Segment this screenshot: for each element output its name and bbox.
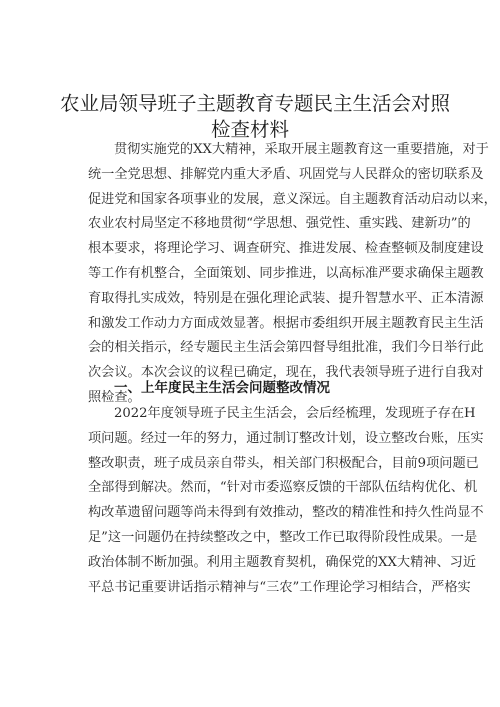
paragraph-line: 平总书记重要讲话指示精神与“三农”工作理论学习相结合，严格实 bbox=[88, 579, 471, 595]
rectification-paragraph bbox=[88, 402, 484, 600]
paragraph-line: 整改职责，班子成员亲自带头，相关部门积极配合，目前9项问题已 bbox=[88, 455, 479, 471]
paragraph-line: 根本要求，将理论学习、调查研究、推进发展、检查整顿及制度建设 bbox=[88, 241, 484, 257]
paragraph-line: 农业农村局坚定不移地贯彻“学思想、强党性、重实践、建新功”的 bbox=[88, 216, 471, 232]
intro-paragraph bbox=[88, 138, 497, 411]
paragraph-line: 足”这一问题仍在持续整改之中，整改工作已取得阶段性成果。一是 bbox=[88, 529, 478, 545]
paragraph-line: 2022年度领导班子民主生活会，会后经梳理，发现班子存在H bbox=[114, 406, 476, 421]
document-title-line-2: 检查材料 bbox=[210, 118, 289, 141]
paragraph-line: 照检查。 bbox=[88, 389, 141, 405]
paragraph-line: 促进党和国家各项事业的发展，意义深远。自主题教育活动启动以来， bbox=[88, 191, 497, 207]
paragraph-line: 统一全党思想、排解党内重大矛盾、巩固党与人民群众的密切联系及 bbox=[88, 166, 484, 182]
section-heading: 一、上年度民主生活会问题整改情况 bbox=[114, 380, 330, 396]
paragraph-line: 和激发工作动力方面成效显著。根据市委组织开展主题教育民主生活 bbox=[88, 315, 484, 331]
paragraph-line: 全部得到解决。然而，“针对市委巡察反馈的干部队伍结构优化、机 bbox=[88, 480, 478, 496]
paragraph-line: 育取得扎实成效，特别是在强化理论武装、提升智慧水平、正本清源 bbox=[88, 290, 484, 306]
paragraph-line: 构改革遗留问题等尚未得到有效推动，整改的精准性和持久性尚显不 bbox=[88, 505, 484, 521]
paragraph-line: 等工作有机整合，全面策划、同步推进，以高标准严要求确保主题教 bbox=[88, 265, 484, 281]
paragraph-line: 会的相关指示，经专题民主生活会第四督导组批准，我们今日举行此 bbox=[88, 340, 484, 356]
paragraph-line: 项问题。经过一年的努力，通过制订整改计划，设立整改台账，压实 bbox=[88, 430, 484, 446]
paragraph-line: 贯彻实施党的XX大精神，采取开展主题教育这一重要措施，对于 bbox=[114, 142, 489, 157]
document-title-line-1: 农业局领导班子主题教育专题民主生活会对照 bbox=[60, 92, 451, 115]
paragraph-line: 次会议。本次会议的议程已确定，现在，我代表领导班子进行自我对 bbox=[88, 365, 484, 381]
paragraph-line: 政治体制不断加强。利用主题教育契机，确保党的XX大精神、习近 bbox=[88, 554, 477, 570]
